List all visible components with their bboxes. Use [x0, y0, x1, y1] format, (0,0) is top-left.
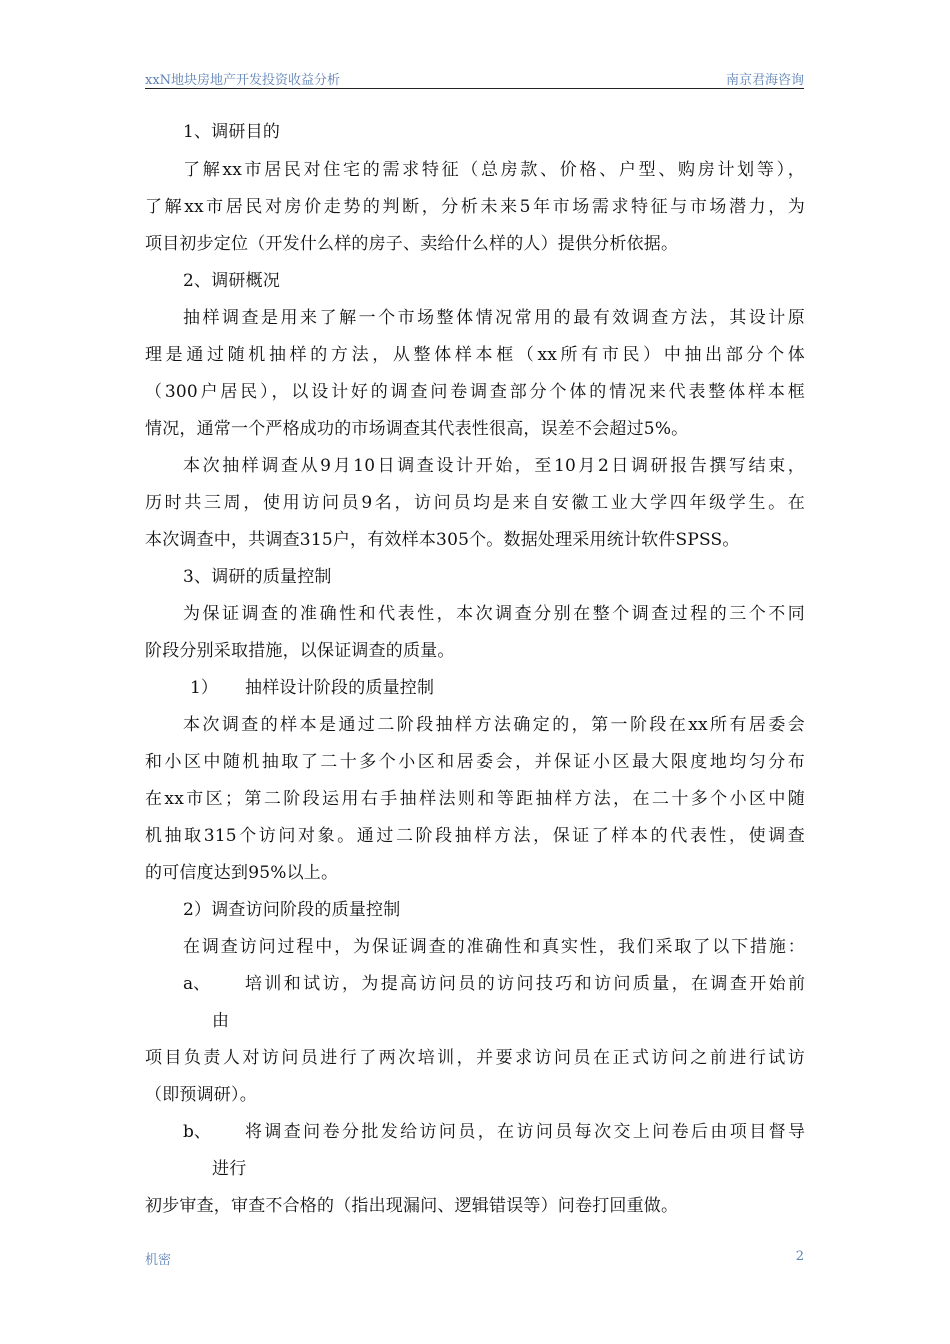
paragraph-line: 在xx市区；第二阶段运用右手抽样法则和等距抽样方法，在二十多个小区中随 — [145, 789, 805, 809]
paragraph-line: 了解xx市居民对住宅的需求特征（总房款、价格、户型、购房计划等）， — [183, 160, 805, 180]
paragraph-line: 机抽取315个访问对象。通过二阶段抽样方法，保证了样本的代表性，使调查 — [145, 826, 805, 846]
footer-page-number: 2 — [795, 1249, 804, 1264]
paragraph-line: 情况，通常一个严格成功的市场调查其代表性很高，误差不会超过5%。 — [145, 419, 689, 439]
paragraph-line: 本次调查的样本是通过二阶段抽样方法确定的，第一阶段在xx所有居委会 — [183, 715, 805, 735]
section-title-research-overview: 2、调研概况 — [183, 271, 281, 291]
paragraph-line: 本次调查中，共调查315户，有效样本305个。数据处理采用统计软件SPSS。 — [145, 530, 740, 550]
paragraph-line: 阶段分别采取措施，以保证调查的质量。 — [145, 641, 455, 661]
paragraph-line: （即预调研）。 — [145, 1085, 257, 1105]
header-document-title: xxN地块房地产开发投资收益分析 — [145, 73, 341, 88]
paragraph-line: （300户居民），以设计好的调查问卷调查部分个体的情况来代表整体样本框 — [145, 382, 805, 402]
list-item-a-line: 培训和试访，为提高访问员的访问技巧和访问质量，在调查开始前 — [245, 974, 805, 994]
list-item-b-line: 将调查问卷分批发给访问员，在访问员每次交上问卷后由项目督导 — [245, 1122, 805, 1142]
paragraph-line: 的可信度达到95%以上。 — [145, 863, 339, 883]
section-title-research-purpose: 1、调研目的 — [183, 122, 281, 142]
subsection-number: 1） — [190, 678, 218, 698]
paragraph-line: 抽样调查是用来了解一个市场整体情况常用的最有效调查方法，其设计原 — [183, 308, 805, 328]
paragraph-line: 项目负责人对访问员进行了两次培训，并要求访问员在正式访问之前进行试访 — [145, 1048, 805, 1068]
footer-confidential-label: 机密 — [145, 1253, 172, 1268]
subsection-title-interview-stage: 2）调查访问阶段的质量控制 — [183, 900, 401, 920]
list-item-a-line: 由 — [212, 1011, 230, 1031]
paragraph-line: 项目初步定位（开发什么样的房子、卖给什么样的人）提供分析依据。 — [145, 234, 679, 254]
paragraph-line: 为保证调查的准确性和代表性，本次调查分别在整个调查过程的三个不同 — [183, 604, 805, 624]
section-title-quality-control: 3、调研的质量控制 — [183, 567, 332, 587]
paragraph-line: 和小区中随机抽取了二十多个小区和居委会，并保证小区最大限度地均匀分布 — [145, 752, 805, 772]
paragraph-line: 理是通过随机抽样的方法，从整体样本框（xx所有市民）中抽出部分个体 — [145, 345, 805, 365]
paragraph-line: 本次抽样调查从9月10日调查设计开始，至10月2日调研报告撰写结束， — [183, 456, 805, 476]
paragraph-line: 了解xx市居民对房价走势的判断，分析未来5年市场需求特征与市场潜力，为 — [145, 197, 805, 217]
list-marker-b: b、 — [183, 1122, 211, 1142]
paragraph-line: 初步审查，审查不合格的（指出现漏问、逻辑错误等）问卷打回重做。 — [145, 1196, 679, 1216]
paragraph-line: 在调查访问过程中，为保证调查的准确性和真实性，我们采取了以下措施： — [183, 937, 805, 957]
list-item-b-line: 进行 — [212, 1159, 247, 1179]
subsection-title-sampling-design: 抽样设计阶段的质量控制 — [245, 678, 435, 698]
list-marker-a: a、 — [183, 974, 211, 994]
header-divider — [145, 88, 804, 89]
paragraph-line: 历时共三周，使用访问员9名，访问员均是来自安徽工业大学四年级学生。在 — [145, 493, 805, 513]
header-company-name: 南京君海咨询 — [725, 73, 804, 88]
